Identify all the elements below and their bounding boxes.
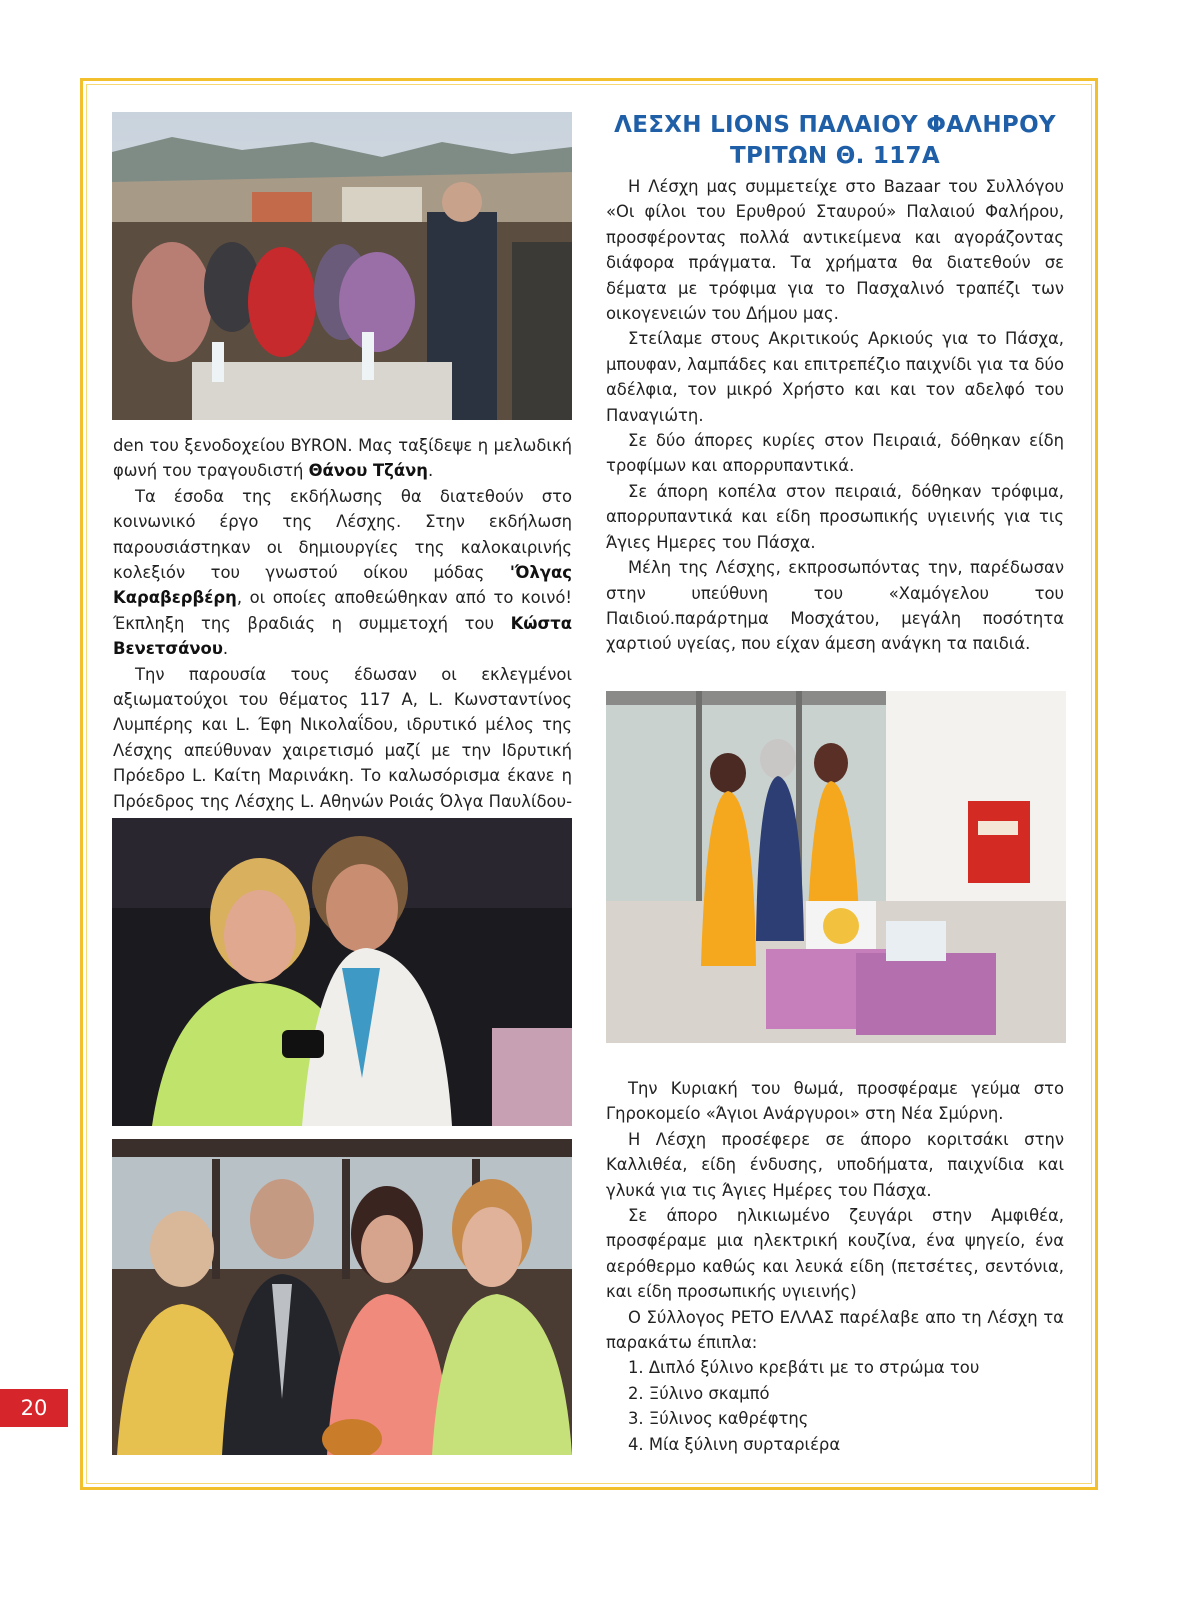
list-item: 3. Ξύλινος καθρέφτης [628, 1409, 809, 1429]
photo-couple-night [112, 818, 572, 1126]
list-item: 4. Μία ξύλινη συρταριέρα [628, 1434, 841, 1454]
title-line-1: ΛΕΣΧΗ LIONS ΠΑΛΑΙΟΥ ΦΑΛΗΡΟΥ [614, 112, 1056, 138]
right-column-bottom-text [606, 1076, 1064, 1457]
paragraph: Ο Σύλλογος PETO ΕΛΛΑΣ παρέλαβε απο τη Λέσχη τα παρακάτω έπιπλα: [606, 1307, 1064, 1353]
photo-terrace-event [112, 112, 572, 420]
photo-lions-donation [606, 691, 1066, 1043]
paragraph: Σε άπορη κοπέλα στον πειραιά, δόθηκαν τρόφιμα, απορρυπαντικά και είδη προσωπικής υγιεινής για τις Άγιες Ημερες του Πάσχα. [606, 481, 1064, 552]
paragraph: Σε άπορο ηλικιωμένο ζευγάρι στην Αμφιθέα, προσφέραμε μια ηλεκτρική κουζίνα, ένα ψηγείο, ένα αερόθερμο καθώς και λευκά είδη (πετσέτες, σεντόνια, και είδη προσωπικής υγιεινής) [606, 1206, 1064, 1302]
paragraph: Την Κυριακή του θωμά, προσφέραμε γεύμα στο Γηροκομείο «Άγιοι Ανάργυροι» στη Νέα Σμύρνη. [606, 1079, 1064, 1124]
list-item: 1. Διπλό ξύλινο κρεβάτι με το στρώμα του [628, 1358, 980, 1378]
paragraph: Την παρουσία τους έδωσαν οι εκλεγμένοι αξιωματούχοι του θέματος 117 Α, L. Κωνσταντίνος Λυμπέρης και L. Έφη Νικολαΐδου, ιδρυτικό μέλος της Λέσχης απεύθυναν χαιρετισμό μαζί με την Ιδρυτική Πρόεδρο L. Καίτη Μαρινάκη. Το καλωσόρισμα έκανε η Πρόεδρος της Λέσχης L. Αθηνών Ροιάς Όλγα Παυλίδου- [113, 664, 572, 811]
paragraph: Στείλαμε στους Ακριτικούς Αρκιούς για το Πάσχα, μπουφαν, λαμπάδες και επιτρεπέζιο παιχνίδι για τα δύο αδέλφια, τον μικρό Χρήστο και και τον αδελφό του Παναγιώτη. [606, 329, 1064, 425]
paragraph: Σε δύο άπορες κυρίες στον Πειραιά, δόθηκαν είδη τροφίμων και απορρυπαντικά. [606, 431, 1064, 476]
paragraph: den του ξενοδοχείου BYRON. Μας ταξίδεψε η μελωδική φωνή του τραγουδιστή Θάνου Τζάνη. [113, 436, 572, 481]
title-line-2: ΤΡΙΤΩΝ Θ. 117Α [730, 143, 940, 169]
page-number: 20 [0, 1389, 68, 1427]
photo-group-four [112, 1139, 572, 1455]
right-column-text [606, 174, 1064, 657]
furniture-list [606, 1355, 1064, 1457]
left-column-text [113, 433, 572, 840]
paragraph: Τα έσοδα της εκδήλωσης θα διατεθούν στο κοινωνικό έργο της Λέσχης. Στην εκδήλωση παρουσιάστηκαν οι δημιουργίες της καλοκαιρινής κολεξιόν του γνωστού οίκου μόδας 'Όλγας Καραβερβέρη, οι οποίες αποθεώθηκαν από το κοινό! Έκπληξη της βραδιάς η συμμετοχή του Κώστα Βενετσάνου. [113, 486, 572, 659]
article-title [606, 110, 1064, 172]
paragraph: Η Λέσχη μας συμμετείχε στο Bazaar του Συλλόγου «Οι φίλοι του Ερυθρού Σταυρού» Παλαιού Φαλήρου, προσφέροντας πολλά αντικείμενα και αγοράζοντας διάφορα πράγματα. Τα χρήματα θα διατεθούν σε δέματα με τρόφιμα για το Πασχαλινό τραπέζι των οικογενειών του Δήμου μας. [606, 177, 1064, 324]
paragraph: Η Λέσχη προσέφερε σε άπορο κοριτσάκι στην Καλλιθέα, είδη ένδυσης, υποδήματα, παιχνίδια και γλυκά για τις Άγιες Ημέρες του Πάσχα. [606, 1129, 1064, 1200]
list-item: 2. Ξύλινο σκαμπό [628, 1383, 770, 1403]
paragraph: Μέλη της Λέσχης, εκπροσωπόντας την, παρέδωσαν στην υπεύθυνη του «Χαμόγελου του Παιδιού.παράρτημα Μοσχάτου, μεγάλη ποσότητα χαρτιού υγείας, που είχαν άμεση ανάγκη τα παιδιά. [606, 558, 1064, 654]
